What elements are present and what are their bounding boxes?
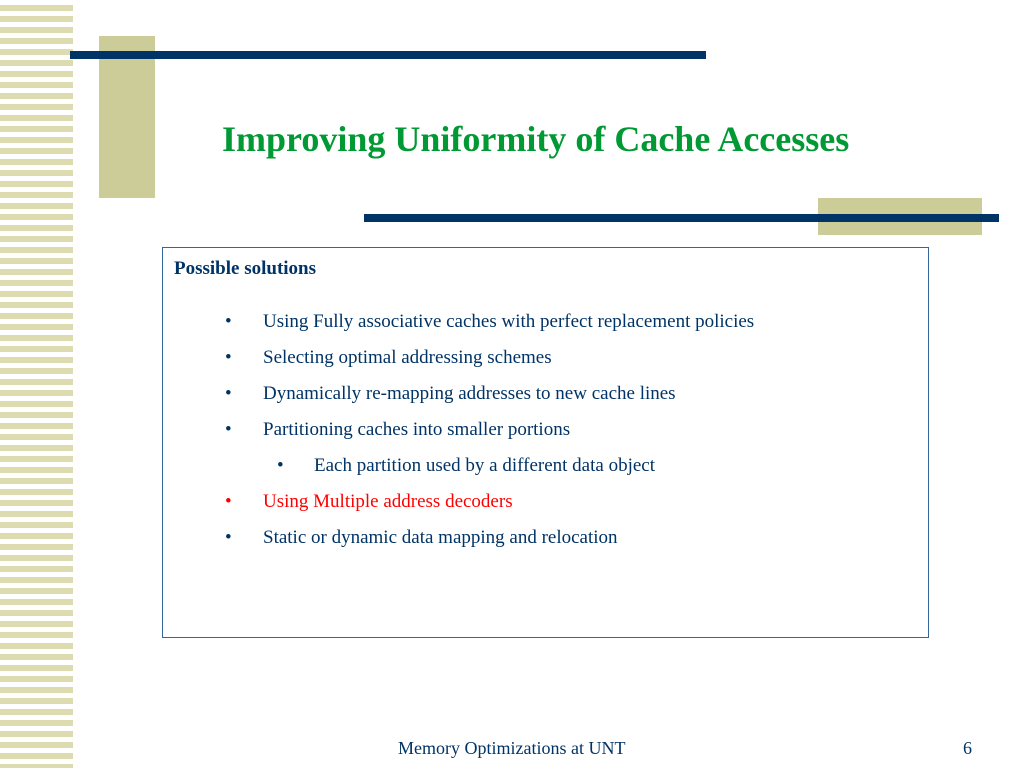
title-rule-top xyxy=(70,51,706,59)
bullet-text: Using Fully associative caches with perfect replacement policies xyxy=(263,311,755,332)
footer-title: Memory Optimizations at UNT xyxy=(398,738,626,758)
bullet-text: Partitioning caches into smaller portions xyxy=(263,419,571,440)
bullet-marker: • xyxy=(225,347,232,368)
bullet-marker: • xyxy=(225,491,232,512)
bullet-text: Dynamically re-mapping addresses to new cache lines xyxy=(263,383,676,404)
bullet-marker: • xyxy=(225,311,232,332)
title-rule-bottom xyxy=(364,214,999,222)
bullet-marker: • xyxy=(225,419,232,440)
bullet-text: Selecting optimal addressing schemes xyxy=(263,347,552,368)
bullet-marker: • xyxy=(225,383,232,404)
bullet-marker: • xyxy=(225,527,232,548)
content-heading: Possible solutions xyxy=(174,258,317,279)
bullet-marker: • xyxy=(277,455,284,476)
bullet-text: Using Multiple address decoders xyxy=(263,491,513,512)
page-number: 6 xyxy=(963,738,972,758)
slide-title: Improving Uniformity of Cache Accesses xyxy=(222,119,850,159)
content-box xyxy=(162,247,929,638)
accent-block-top xyxy=(99,36,155,198)
bullet-text: Static or dynamic data mapping and relocation xyxy=(263,527,618,548)
bullet-text: Each partition used by a different data object xyxy=(314,455,655,476)
decorative-stripes xyxy=(0,0,73,768)
